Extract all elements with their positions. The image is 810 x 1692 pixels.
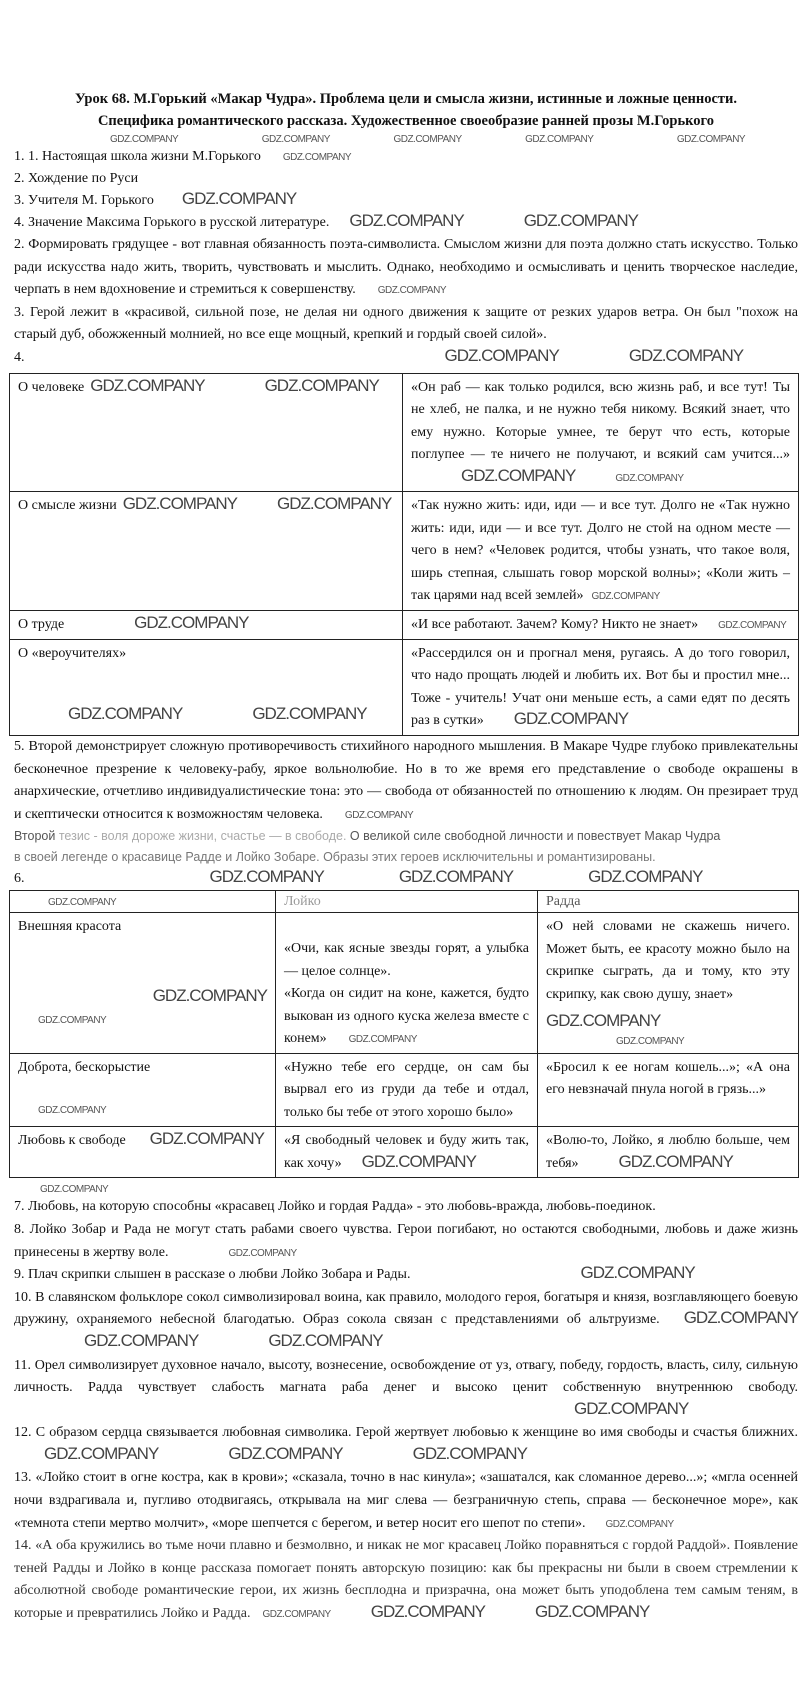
watermark: GDZ.COMPANY — [181, 189, 297, 208]
quote: «Нужно тебе его сердце, он сам бы вырвал его из груди да тебе и отдал, только бы тебе от этого хорошо было» — [284, 1059, 529, 1120]
answer-13 — [14, 1467, 798, 1535]
watermark: GDZ.COMPANY — [676, 134, 746, 145]
answer-text: 12. С образом сердца связывается любовная символика. Герой жертвует любовью к женщине во имя свободы и счастья ближних. — [14, 1425, 798, 1441]
table-row — [10, 492, 799, 611]
answer-5 — [14, 736, 798, 826]
radda-cell — [538, 1053, 799, 1127]
watermark: GDZ.COMPANY — [444, 345, 559, 365]
watermark: GDZ.COMPANY — [264, 375, 379, 395]
watermark: GDZ.COMPANY — [68, 704, 183, 724]
watermark: GDZ.COMPANY — [38, 1014, 107, 1026]
watermark-group — [546, 1012, 790, 1050]
watermark: GDZ.COMPANY — [261, 134, 330, 145]
answer-text: 11. Орел символизирует духовное начало, высоту, вознесение, освобождение от уз, отвагу, победу, гордость, власть, силу, сильную личность. Радда чувствует слабость магната раба денег и высоко ценит собственную внутреннюю свободу. — [14, 1357, 798, 1396]
watermark: GDZ.COMPANY — [228, 1443, 343, 1463]
trait-text: Доброта, бескорыстие — [18, 1059, 151, 1075]
q6-heading — [14, 868, 798, 890]
quote-text: «Он раб — как только родился, всю жизнь раб, и все тут! Ты не хлеб, не палка, и не нужно тебя никому. Всякий знает, что ему нужно. Которые умнее, те берут что есть, которые поглупее — те ничего не получают, и всякий сам учится...» — [411, 379, 790, 463]
answer-text: 10. В славянском фольклоре сокол символизировал воина, как правило, молодого героя, богатыря и князя, возглавляющего боевую дружину, охраняемого небесной благодатью. Образ сокола связан с представлениями об альтруизме. — [14, 1289, 798, 1328]
watermark: GDZ.COMPANY — [683, 1308, 798, 1328]
q1-item — [14, 146, 798, 168]
answer-5-faded-line1 — [14, 826, 798, 847]
quote-cell — [403, 373, 799, 492]
faded-text: О великой силе свободной личности и повествует Макар Чудра — [349, 829, 721, 844]
q4-heading — [14, 347, 798, 369]
loiko-cell — [276, 1127, 538, 1178]
answer-3 — [14, 302, 798, 347]
answer-text: 14. «А оба кружились во тьме ночи плавно и безмолвно, и никак не мог красавец Лойко поравняться с гордой Раддой». Появление теней Радды и Лойко в конце рассказа помогает понять авторскую позицию: как бы прекрасны ни были в своем стремлении к абсолютной свободе романтические герои, их жизнь бесплодна и призрачна, она может быть уподоблена тем самым теням, в которые и превратились Лойко и Радда. — [14, 1538, 798, 1622]
trait-cell — [10, 1127, 276, 1178]
watermark: GDZ.COMPANY — [122, 494, 237, 514]
answer-text: 2. Формировать грядущее - вот главная обязанность поэта-символиста. Смыслом жизни для поэта должно стать искусство. Только ради искусства надо жить, творить, чувствовать и мыслить. Однако, необходимо и осмысливать и ценить творческое наследие, черпать в нем вдохновение и стремиться к совершенству. — [14, 237, 798, 298]
watermark-row — [14, 1182, 798, 1196]
q1-item — [14, 212, 798, 234]
table-row — [10, 639, 799, 735]
watermark: GDZ.COMPANY — [535, 1602, 650, 1622]
watermark: GDZ.COMPANY — [277, 494, 392, 514]
watermark: GDZ.COMPANY — [282, 152, 352, 163]
q4-number: 4. — [14, 349, 25, 365]
watermark: GDZ.COMPANY — [525, 134, 594, 145]
watermark: GDZ.COMPANY — [574, 1398, 689, 1418]
watermark: GDZ.COMPANY — [252, 704, 367, 724]
watermark: GDZ.COMPANY — [38, 1105, 107, 1117]
radda-cell — [538, 913, 799, 1054]
watermark: GDZ.COMPANY — [628, 345, 744, 365]
watermark: GDZ.COMPANY — [361, 1151, 476, 1171]
watermark: GDZ.COMPANY — [262, 1609, 331, 1621]
watermark: GDZ.COMPANY — [461, 465, 576, 485]
loiko-cell — [276, 913, 538, 1054]
table-row — [10, 913, 799, 1054]
answer-7 — [14, 1196, 798, 1219]
radda-cell — [538, 1127, 799, 1178]
topic-cell — [10, 610, 403, 639]
watermark: GDZ.COMPANY — [412, 1443, 527, 1463]
q1-item-text: 2. Хождение по Руси — [14, 171, 139, 186]
trait-cell — [10, 913, 276, 1054]
table-row — [10, 1053, 799, 1127]
answer-text: 8. Лойко Зобар и Рада не могут стать рабами своего чувства. Герои погибают, но остаются свободными, любовь и даже жизнь принесены в жертву воле. — [14, 1221, 798, 1260]
watermark: GDZ.COMPANY — [44, 1443, 159, 1463]
quote-text: «Так нужно жить: иди, иди — и все тут. Долго не «Так нужно жить: иди, иди — и все тут. Долго не стой на одном месте — чего в нем? «Человек родится, чтобы узнать, что такое воля, ширь степная, слышать говор морской волны»; «Коли жить – так царями над всей землей» — [411, 498, 790, 604]
topic-text: О труде — [18, 616, 65, 632]
topic-text: О человеке — [18, 379, 85, 395]
watermark: GDZ.COMPANY — [523, 211, 639, 230]
watermark: GDZ.COMPANY — [591, 591, 660, 603]
q1-item-text: 1. 1. Настоящая школа жизни М.Горького — [14, 149, 261, 164]
watermark: GDZ.COMPANY — [149, 1129, 264, 1149]
watermark: GDZ.COMPANY — [152, 985, 267, 1005]
answer-text: 7. Любовь, на которую способны «красавец Лойко и гордая Радда» - это любовь-вражда, любовь-поединок. — [14, 1199, 656, 1215]
watermark-row — [14, 132, 798, 146]
answer-12 — [14, 1422, 798, 1467]
watermark: GDZ.COMPANY — [228, 1247, 297, 1259]
watermark: GDZ.COMPANY — [90, 375, 205, 395]
quote-cell — [403, 639, 799, 735]
watermark: GDZ.COMPANY — [513, 709, 629, 729]
watermark: GDZ.COMPANY — [134, 612, 249, 632]
faded-text: Второй — [14, 829, 56, 844]
watermark: GDZ.COMPANY — [588, 867, 703, 887]
quote-with-watermark — [284, 983, 529, 1051]
quote-text: «Рассердился он и прогнал меня, ругаясь. А до того говорил, что надо прощать людей и любить их. Вот бы и простил мне... Тоже - учитель! Учат они меньше есть, а сами едят по десять раз в сутки» — [411, 645, 790, 729]
watermark: GDZ.COMPANY — [580, 1263, 695, 1283]
trait-text: Любовь к свободе — [18, 1133, 126, 1149]
watermark: GDZ.COMPANY — [718, 619, 787, 631]
q1-item — [14, 168, 798, 190]
watermark: GDZ.COMPANY — [393, 134, 462, 145]
answer-text: 13. «Лойко стоит в огне костра, как в крови»; «сказала, точно в нас кинула»; «зашатался, как сломанное дерево...»; «мгла осенней ночи вздрагивала и, пугливо отодвигаясь, открывала на миг слева — безграничную степь, справа — бесконечное море», как «темнота степи мертво молчит», «море шепчется с берегом, и ветер носит его шепот по степи». — [14, 1470, 798, 1531]
quote: «Я свободный человек и буду жить так, как хочу» — [284, 1133, 529, 1171]
answer-text: 5. Второй демонстрирует сложную противоречивость стихийного народного мышления. В Макаре Чудре глубоко привлекательны бесконечное презрение к человеку-рабу, яркое вольнолюбие. Но в то же время его представление о свободе окрашены в анархические, отчетливо индивидуалистические тона: это — свобода от обязанностей по отношению к людям. Он презирает труд и скептически относится к возможностям человека. — [14, 738, 798, 822]
faded-text: тезис - воля дороже жизни, счастье — в свободе. — [55, 829, 350, 844]
watermark: GDZ.COMPANY — [48, 897, 117, 909]
header-cell — [276, 891, 538, 913]
topic-cell — [10, 373, 403, 492]
watermark-group — [18, 705, 394, 725]
lesson-title-line1: Урок 68. М.Горький «Макар Чудра». Проблема цели и смысла жизни, истинные и ложные ценности. — [74, 91, 738, 107]
header-text: Радда — [546, 894, 581, 910]
watermark: GDZ.COMPANY — [615, 472, 684, 484]
watermark: GDZ.COMPANY — [618, 1151, 733, 1171]
faded-text: в своей легенде о красавице Радде и Лойко Зобаре. Образы этих героев исключительны и романтизированы. — [14, 850, 656, 865]
watermark: GDZ.COMPANY — [605, 1518, 674, 1530]
watermark: GDZ.COMPANY — [546, 1011, 661, 1031]
topic-cell — [10, 639, 403, 735]
topic-text: О смысле жизни — [18, 498, 117, 514]
watermark-group — [18, 1011, 267, 1029]
q6-number: 6. — [14, 871, 25, 887]
watermark: GDZ.COMPANY — [377, 285, 446, 297]
watermark: GDZ.COMPANY — [370, 1602, 486, 1622]
answer-2 — [14, 234, 798, 302]
answer-9 — [14, 1264, 798, 1287]
header-cell — [10, 891, 276, 913]
watermark: GDZ.COMPANY — [349, 211, 464, 230]
table-row — [10, 1127, 799, 1178]
watermark: GDZ.COMPANY — [110, 134, 179, 145]
watermark-group — [18, 1101, 267, 1119]
answer-8 — [14, 1219, 798, 1264]
lesson-title-line2: Специфика романтического рассказа. Художественное своеобразие ранней прозы М.Горького — [97, 113, 715, 129]
header-text: Лойко — [284, 894, 321, 910]
answer-10 — [14, 1287, 798, 1355]
quote-text: «И все работают. Зачем? Кому? Никто не знает» — [411, 616, 699, 632]
watermark: GDZ.COMPANY — [398, 867, 514, 887]
q1-item-text: 4. Значение Максима Горького в русской литературе. — [14, 215, 330, 230]
quote: «Очи, как ясные звезды горят, а улыбка — целое солнце». — [284, 941, 529, 979]
header-cell — [538, 891, 799, 913]
watermark: GDZ.COMPANY — [268, 1330, 383, 1350]
q1-item — [14, 190, 798, 212]
answer-5-faded-line2 — [14, 847, 798, 868]
q6-table — [9, 890, 799, 1178]
watermark: GDZ.COMPANY — [344, 809, 414, 821]
watermark: GDZ.COMPANY — [348, 1034, 417, 1046]
topic-cell — [10, 492, 403, 611]
trait-cell — [10, 1053, 276, 1127]
quote: «О ней словами не скажешь ничего. Может быть, ее красоту можно было на скрипке сыграть, да и тому, кто эту скрипку, как свою душу, знает» — [546, 919, 790, 1002]
answer-11 — [14, 1355, 798, 1423]
watermark: GDZ.COMPANY — [40, 1184, 109, 1196]
quote: «Бросил к ее ногам кошель...»; «А она его невзначай пнула ногой в грязь...» — [546, 1059, 790, 1098]
watermark-group — [18, 987, 267, 1007]
quote-cell — [403, 610, 799, 639]
trait-text: Внешняя красота — [18, 919, 122, 935]
answer-text: 3. Герой лежит в «красивой, сильной позе, не делая ни одного движения к защите от резких ударов ветра. Он был "похож на старый дуб, обожженный молнией, но все еще мощный, крепкий и гордый своей силой». — [14, 304, 798, 343]
table-row — [10, 610, 799, 639]
quote-cell — [403, 492, 799, 611]
watermark: GDZ.COMPANY — [616, 1036, 685, 1048]
quote: «Когда он сидит на коне, кажется, будто выкован из одного куска железа вместе с конем» — [284, 986, 529, 1047]
watermark: GDZ.COMPANY — [209, 867, 324, 887]
table-header-row — [10, 891, 799, 913]
q1-item-text: 3. Учителя М. Горького — [14, 193, 154, 208]
watermark: GDZ.COMPANY — [84, 1330, 199, 1350]
loiko-cell — [276, 1053, 538, 1127]
answer-14 — [14, 1535, 798, 1625]
quote: «Волю-то, Лойко, я люблю больше, чем тебя» — [546, 1133, 790, 1171]
answer-text: 9. Плач скрипки слышен в рассказе о любви Лойко Зобара и Рады. — [14, 1267, 411, 1283]
table-row — [10, 373, 799, 492]
q4-table — [9, 373, 799, 736]
topic-text: О «вероучителях» — [18, 645, 127, 661]
